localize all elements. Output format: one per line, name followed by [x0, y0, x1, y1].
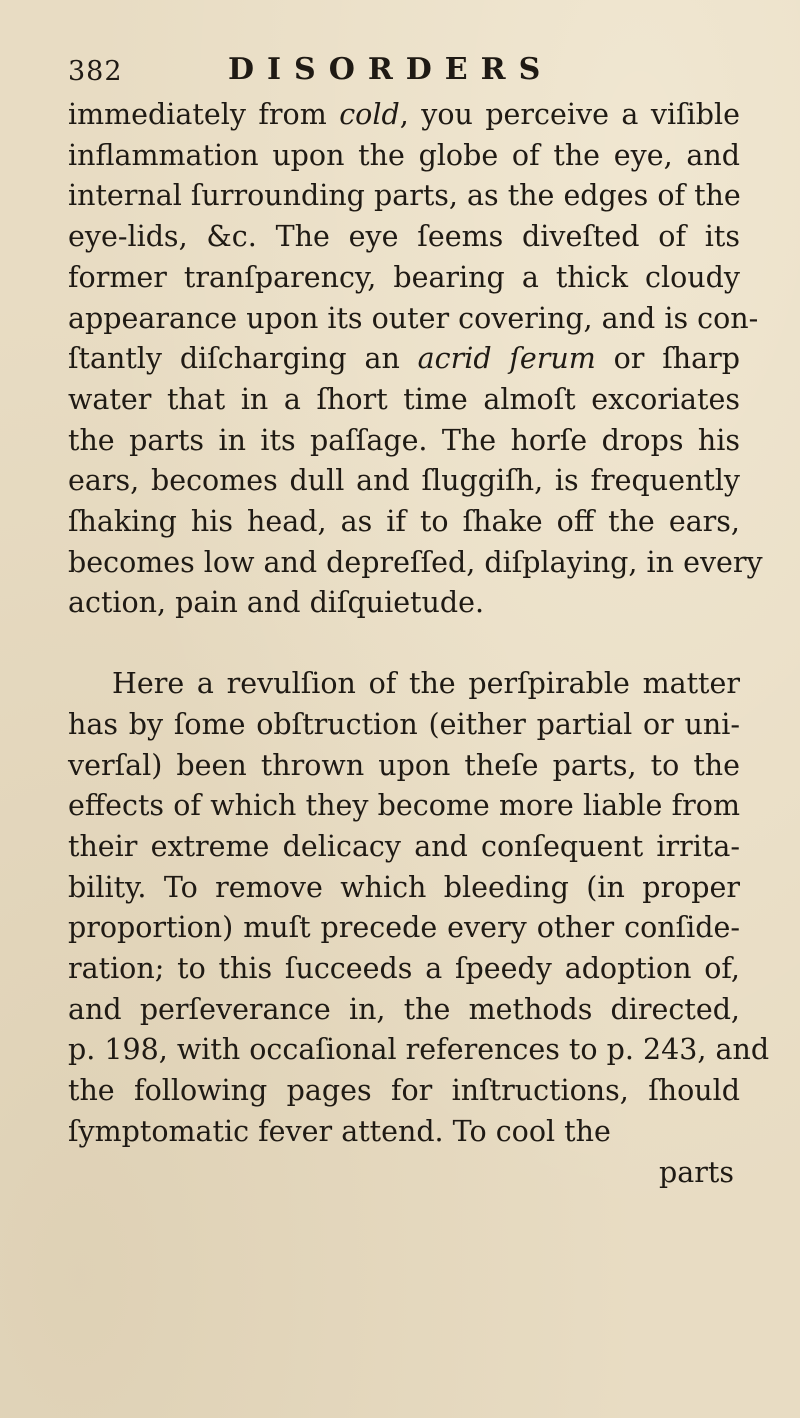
- text-line: becomes low and depreſſed, diſplaying, in every: [68, 545, 763, 579]
- text-line: verſal) been thrown upon theſe parts, to the: [68, 748, 740, 782]
- text-line: effects of which they become more liable from: [68, 789, 740, 823]
- running-head: DISORDERS: [228, 52, 554, 87]
- text-line: water that in a ſhort time almoſt excoriates: [68, 382, 740, 416]
- text-line: eye-lids, &c. The eye ſeems diveſted of its: [68, 220, 740, 254]
- text-line: ſymptomatic fever attend. To cool the: [68, 1114, 611, 1148]
- paragraph-2: [68, 664, 770, 1152]
- text-line: ears, becomes dull and ſluggiſh, is frequently: [68, 464, 740, 498]
- text-line: p. 198, with occaſional references to p. 243, and: [68, 1033, 770, 1067]
- text-line: their extreme delicacy and conſequent irrita-: [68, 829, 740, 863]
- text-line: Here a revulſion of the perſpirable matter: [112, 667, 740, 701]
- page-number: 382: [68, 56, 123, 87]
- text-line: the parts in its paſſage. The horſe drops his: [68, 423, 740, 457]
- text-line: immediately from cold, you perceive a viſible: [68, 98, 740, 131]
- text-line: and perſeverance in, the methods directed,: [68, 992, 740, 1026]
- text-line: has by ſome obſtruction (either partial or uni-: [68, 707, 740, 741]
- text-line: former tranſparency, bearing a thick cloudy: [68, 260, 740, 294]
- paragraph-1: [68, 95, 763, 624]
- catchword: parts: [659, 1155, 734, 1189]
- page-header: [68, 52, 748, 92]
- text-line: action, pain and diſquietude.: [68, 586, 485, 620]
- text-line: inflammation upon the globe of the eye, and: [68, 138, 740, 172]
- text-line: internal ſurrounding parts, as the edges of the: [68, 179, 741, 213]
- body-text: [68, 95, 770, 1193]
- text-line: proportion) muſt precede every other conſide-: [68, 911, 740, 945]
- text-line: ration; to this ſucceeds a ſpeedy adoption of,: [68, 952, 740, 986]
- text-line: ſhaking his head, as if to ſhake off the ears,: [68, 505, 740, 539]
- text-line: ſtantly diſcharging an acrid ſerum or ſharp: [68, 342, 740, 376]
- paragraph-gap: [68, 624, 740, 664]
- text-line: bility. To remove which bleeding (in proper: [68, 870, 740, 904]
- text-line: the following pages for inſtructions, ſhould: [68, 1074, 740, 1108]
- text-line: appearance upon its outer covering, and is con-: [68, 301, 759, 335]
